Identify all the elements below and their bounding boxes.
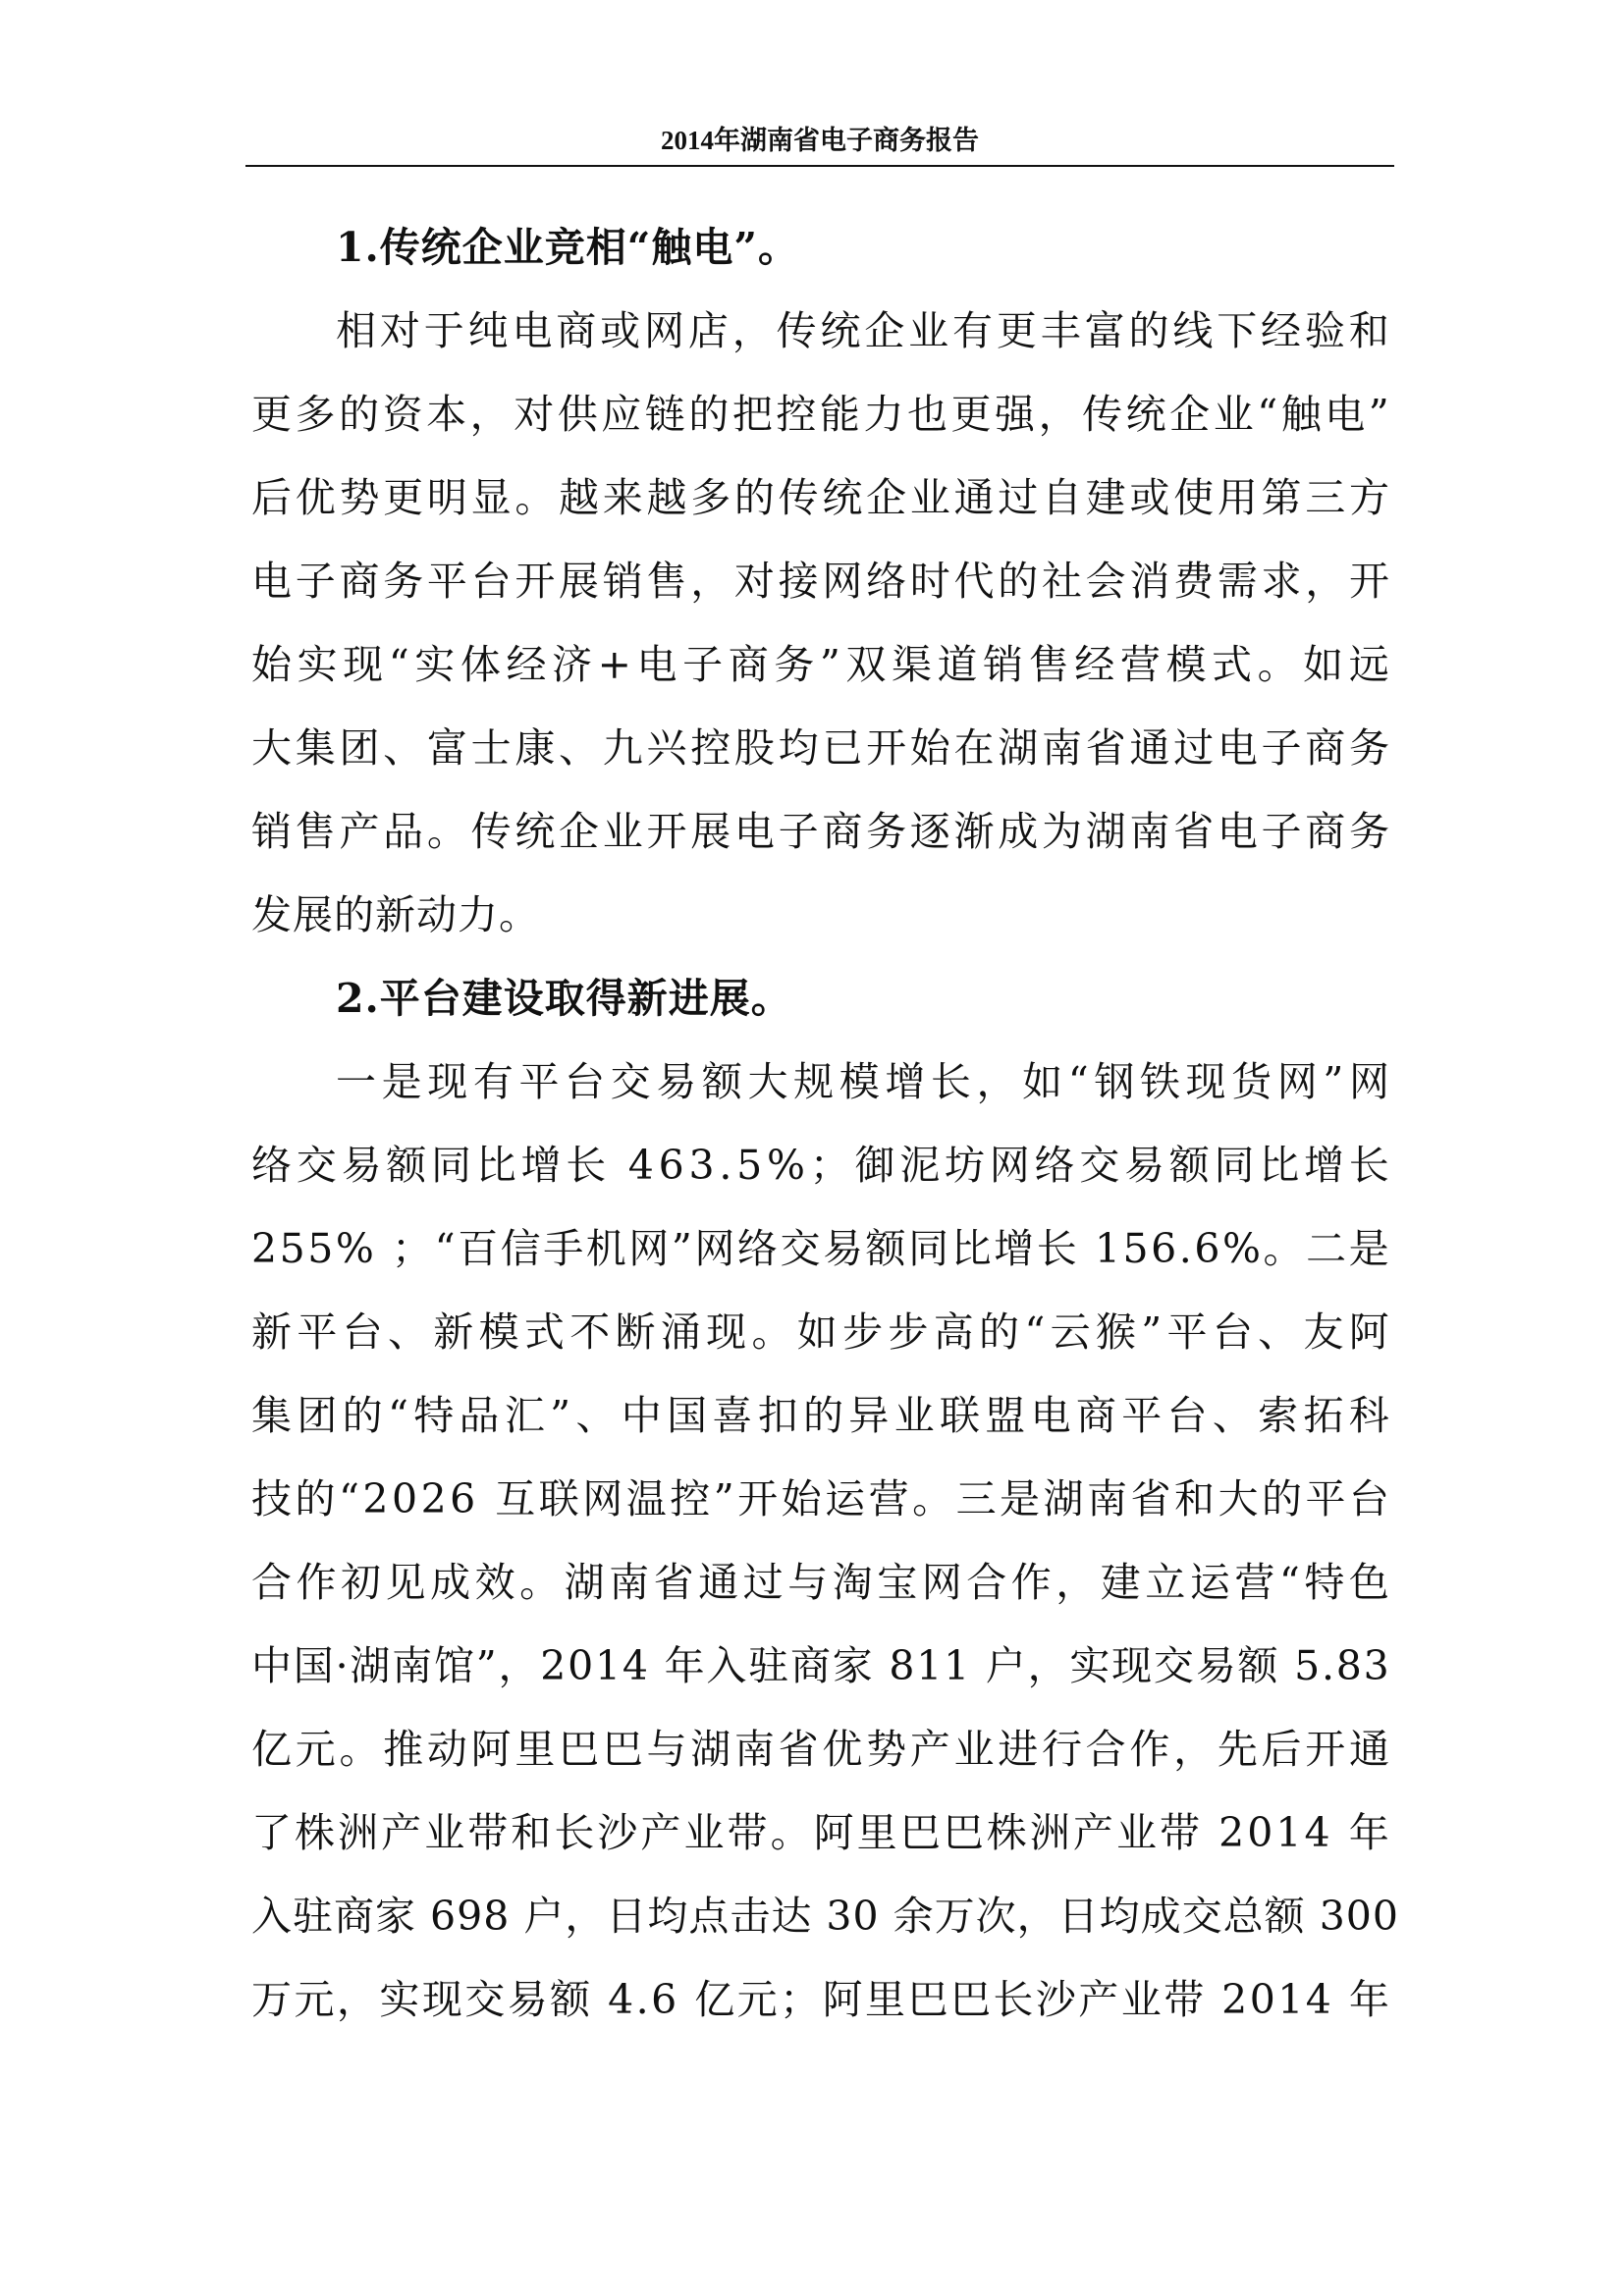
paragraph-line: 一 是 现 有 平 台 交 易 额 大 规 模 增 长 ， 如 “ 钢 铁 现 货 网 ” 网 bbox=[336, 1058, 1390, 1105]
paragraph-line: 大 集 团 、 富 士 康 、 九 兴 控 股 均 已 开 始 在 湖 南 省 通 过 电 子 商 务 bbox=[251, 724, 1390, 772]
paragraph-line: 中 国 · 湖 南 馆 ” ， 2 0 1 4 年 入 驻 商 家 8 1 1 户 ， 实 现 交 易 额 5 . 8 3 bbox=[251, 1642, 1390, 1689]
paragraph-line: 2 5 5 % ； “ 百 信 手 机 网 ” 网 络 交 易 额 同 比 增 长 1 5 6 . 6 % 。 二 是 bbox=[251, 1225, 1390, 1272]
paragraph-line: 技 的 “ 2 0 2 6 互 联 网 温 控 ” 开 始 运 营 。 三 是 湖 南 省 和 大 的 平 台 bbox=[251, 1475, 1390, 1522]
section-heading: 2.平台建设取得新进展。 bbox=[336, 975, 792, 1022]
paragraph-line: 合 作 初 见 成 效 。 湖 南 省 通 过 与 淘 宝 网 合 作 ， 建 立 运 营 “ 特 色 bbox=[251, 1559, 1390, 1606]
document-body bbox=[251, 206, 1399, 2042]
paragraph-line: 电 子 商 务 平 台 开 展 销 售 ， 对 接 网 络 时 代 的 社 会 消 费 需 求 ， 开 bbox=[251, 558, 1390, 605]
header-divider bbox=[245, 165, 1394, 167]
paragraph-line: 相 对 于 纯 电 商 或 网 店 ， 传 统 企 业 有 更 丰 富 的 线 下 经 验 和 bbox=[336, 307, 1390, 354]
paragraph-line: 新 平 台 、 新 模 式 不 断 涌 现 。 如 步 步 高 的 “ 云 猴 ” 平 台 、 友 阿 bbox=[251, 1308, 1390, 1356]
paragraph-line: 万 元 ， 实 现 交 易 额 4 . 6 亿 元 ； 阿 里 巴 巴 长 沙 产 业 带 2 0 1 4 年 bbox=[251, 1976, 1390, 2023]
paragraph-line: 亿 元 。 推 动 阿 里 巴 巴 与 湖 南 省 优 势 产 业 进 行 合 作 ， 先 后 开 通 bbox=[251, 1726, 1390, 1773]
paragraph-line: 始 实 现 “ 实 体 经 济 + 电 子 商 务 ” 双 渠 道 销 售 经 营 模 式 。 如 远 bbox=[251, 641, 1390, 688]
paragraph-line: 更 多 的 资 本 ， 对 供 应 链 的 把 控 能 力 也 更 强 ， 传 统 企 业 “ 触 电 ” bbox=[251, 391, 1390, 438]
paragraph-line: 了 株 洲 产 业 带 和 长 沙 产 业 带 。 阿 里 巴 巴 株 洲 产 业 带 2 0 1 4 年 bbox=[251, 1809, 1390, 1856]
paragraph-line: 络 交 易 额 同 比 增 长 4 6 3 . 5 % ； 御 泥 坊 网 络 交 易 额 同 比 增 长 bbox=[251, 1142, 1390, 1189]
paragraph-line: 入 驻 商 家 6 9 8 户 ， 日 均 点 击 达 3 0 余 万 次 ， 日 均 成 交 总 额 3 0 0 bbox=[251, 1893, 1399, 1940]
paragraph-line: 发展的新动力。 bbox=[251, 891, 540, 938]
paragraph-line: 后 优 势 更 明 显 。 越 来 越 多 的 传 统 企 业 通 过 自 建 或 使 用 第 三 方 bbox=[251, 474, 1390, 521]
section-heading: 1.传统企业竞相“触电”。 bbox=[336, 224, 799, 271]
paragraph-line: 集 团 的 “ 特 品 汇 ” 、 中 国 喜 扣 的 异 业 联 盟 电 商 平 台 、 索 拓 科 bbox=[251, 1392, 1390, 1439]
page-header-title: 2014年湖南省电子商务报告 bbox=[661, 126, 979, 155]
paragraph-line: 销 售 产 品 。 传 统 企 业 开 展 电 子 商 务 逐 渐 成 为 湖 南 省 电 子 商 务 bbox=[251, 808, 1390, 855]
